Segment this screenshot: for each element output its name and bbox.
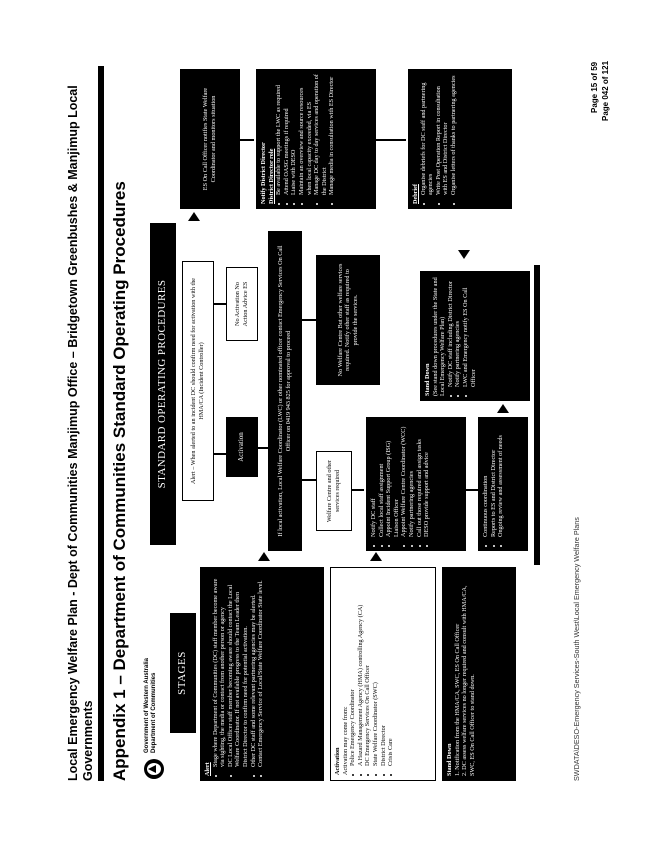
activation-stage-box: [330, 567, 436, 781]
logo-line-2: Department of Communities: [151, 672, 157, 753]
list-item: • Stage where Department of Communities (DC) staff member become aware via sighting, the media or contact from another person or agency: [212, 572, 227, 767]
sop-stand-down-list: [447, 276, 477, 396]
list-item: • DC Local Officer staff member becoming aware should contact the Local Welfare Coordinator. If not available progress to the Team Leader then District Director to confirm need for potential activation.: [227, 572, 250, 767]
alert-stage-list: [212, 572, 265, 776]
arrow-right-icon: [370, 552, 382, 561]
connector: [376, 139, 406, 141]
dd-role-title: District Director role: [267, 148, 275, 204]
activation-intro: Activation may come from:: [341, 706, 349, 775]
bottom-connector-bar: [534, 265, 540, 565]
list-item: • Write Post Operation Report in consultation with ES and District Director: [435, 74, 450, 195]
appendix-title: Appendix 1 – Department of Communities Standard Operating Procedures: [110, 181, 129, 781]
sop-stand-down-intro: (See stand down procedures under the State and Local Emergency Welfare Plan): [431, 277, 447, 396]
connector: [302, 319, 316, 321]
sop-stand-down-box: [420, 271, 530, 401]
debrief-box: [408, 69, 512, 209]
arrow-right-icon: [497, 404, 509, 413]
stand-down-stage-title: Stand Down: [446, 743, 453, 776]
list-item: • Other DC staff and some relevant partnering agencies may be alerted.: [250, 572, 258, 767]
list-item: • Notify DC staff including District Director: [447, 276, 455, 387]
list-item: • DC Emergency Services On Call Officer: [364, 573, 372, 766]
debrief-list: [420, 74, 458, 204]
connector: [466, 489, 478, 491]
activation-stage-list: [349, 573, 395, 775]
list-item: • Continuous coordination: [482, 422, 490, 537]
page-number: Page 15 of 59: [590, 61, 599, 113]
logo-line-1: Government of Western Australia: [144, 657, 150, 753]
connector: [302, 479, 316, 481]
es-on-call-box: ES On Call Officer notifies State Welfare Coordinator and monitors situation: [180, 69, 240, 209]
sop-activation-box: Activation: [226, 417, 258, 477]
list-item: • Notify DC staff: [370, 422, 378, 537]
list-item: 1. Notification from the HMA/CA, SWC, ES On Call Officer: [453, 623, 461, 776]
dd-list: [275, 74, 336, 204]
source-path: SWDATA\DESO-Emergency Services-South West\Local Emergency Welfare Plans: [572, 517, 581, 781]
list-item: • Collect local staff assignment: [378, 422, 386, 537]
list-item: • LWC and Emergency notify ES On Call Officer: [462, 276, 477, 387]
list-item: • Appoint Welfare Centre Coordinator (WCC): [400, 422, 408, 537]
list-item: • Ongoing review and assessment of needs: [497, 422, 505, 537]
sop-notify-box: [366, 417, 466, 551]
sop-if-local-box: If local activation, Local Welfare Coordinator (LWC) or other nominated officer contact Emergency Services On Call Officer on 0419 943 825 for approval to proceed: [268, 231, 302, 551]
alert-stage-title: Alert: [204, 762, 211, 776]
list-item: • Attend OASG meetings if required: [283, 74, 291, 195]
sop-stand-down-title: Stand Down: [424, 363, 431, 396]
list-item: • Police Emergency Coordinator: [349, 573, 357, 766]
list-item: • Organise letters of thanks to partnering agencies: [450, 74, 458, 195]
list-item: • DESO provide support and advice: [423, 422, 431, 537]
list-item: • Notify partnering agencies: [454, 276, 462, 387]
header-line-2: Governments: [81, 700, 95, 781]
header-rule: [98, 66, 104, 781]
logo-text: [144, 658, 158, 753]
list-item: • Reports to ES and District Director: [490, 422, 498, 537]
sop-welfare-centre-box: Welfare Centre and other services required: [316, 451, 352, 531]
list-item: • A Hazard Management Agency (HMA) controlling Agency (CA): [357, 573, 365, 766]
list-item: • Be available to support the LWC as required: [275, 74, 283, 195]
list-item: • Maintain an overview and source resources when local capacity exceeded, via ES: [298, 74, 313, 195]
connector: [214, 453, 226, 455]
list-item: • District Director: [380, 573, 388, 766]
sop-alert-box: Alert – When alerted to an incident DC should confirm need for activation with the HMA/CA (Incident Controller): [182, 261, 214, 501]
page-number-total: Page 042 of 121: [601, 60, 610, 121]
stages-title: STAGES: [170, 613, 196, 733]
list-item: • State Welfare Coordinator (SWC): [372, 573, 380, 766]
district-director-box: [256, 69, 376, 209]
header-line-1: Local Emergency Welfare Plan - Dept of Communities Manjimup Office – Bridgetown Greenbushes & Manjimup Local: [66, 85, 80, 781]
connector: [258, 447, 268, 449]
sop-continuous-list: [482, 422, 505, 546]
list-item: • Contact Emergency Service of Local/State Welfare Coordinator State level.: [257, 572, 265, 767]
list-item: • Appoint Incident Support Group (ISG) Liaison Officer: [385, 422, 400, 537]
list-item: • Manage DC day to day services and operation of the District: [313, 74, 328, 195]
debrief-title: Debrief: [412, 184, 419, 204]
sop-title: STANDARD OPERATING PROCEDURES: [150, 223, 176, 545]
dd-title: Notify District Director: [260, 142, 267, 204]
alert-stage-box: [200, 567, 324, 781]
connector: [214, 303, 226, 305]
list-item: • Manage media in consultation with ES Director: [328, 74, 336, 195]
list-item: • Notify partnering agencies: [408, 422, 416, 537]
sop-continuous-box: [478, 417, 528, 551]
arrow-right-icon: [188, 212, 200, 221]
activation-stage-title: Activation: [334, 747, 341, 775]
stand-down-stage-box: [442, 567, 516, 781]
arrow-left-icon: [458, 250, 470, 259]
arrow-right-icon: [258, 552, 270, 561]
list-item: 2. DC assess welfare services no longer required and consult with HMA/CA, SWC, ES On Call Officer to stand down.: [461, 585, 476, 776]
connector: [240, 139, 254, 141]
sop-notify-list: [370, 422, 431, 546]
connector: [352, 489, 364, 491]
list-item: • Crisis Care: [387, 573, 395, 766]
list-item: • Call out those required and assign tasks: [416, 422, 424, 537]
list-item: • Organise debriefs for DC staff and partnering agencies: [420, 74, 435, 195]
list-item: • Liaise with DESO: [290, 74, 298, 195]
sop-no-activation-box: No Activation No Action Advice ES: [226, 267, 258, 341]
sop-no-welfare-box: No Welfare Centre But other welfare services required. Notify other staff as required to provide the services.: [316, 255, 380, 385]
